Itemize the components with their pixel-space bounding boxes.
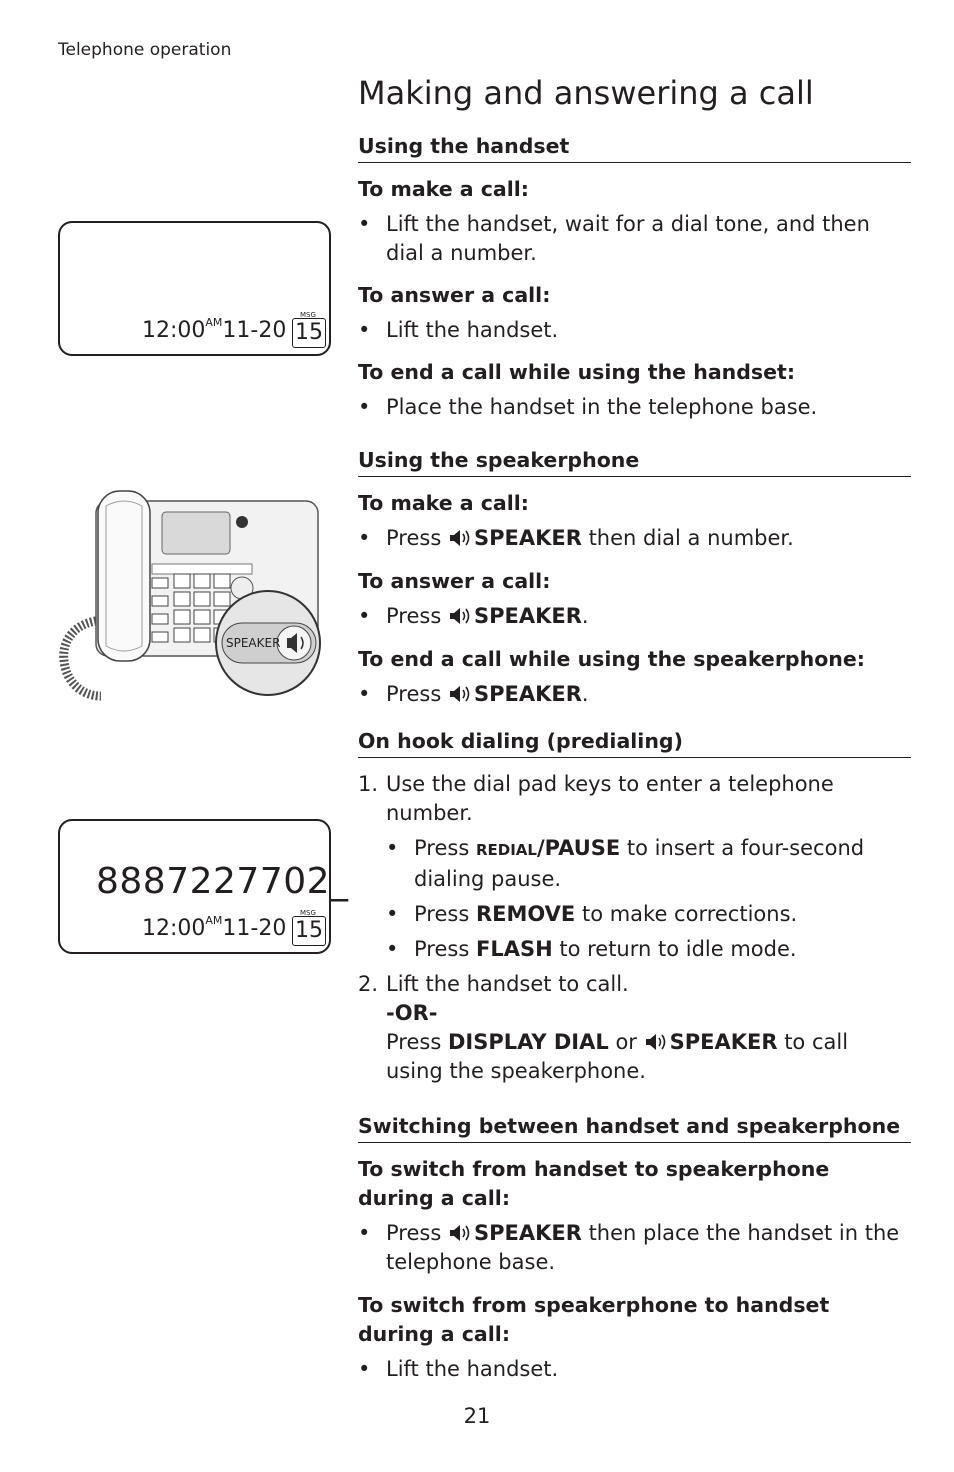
speakerphone-answer-heading: To answer a call:	[358, 569, 551, 593]
page-title: Making and answering a call	[358, 74, 814, 112]
speaker-icon	[448, 606, 472, 626]
predial-digits: 8887227702_	[96, 861, 349, 902]
msg-count: 15	[292, 916, 326, 946]
handset-answer-heading: To answer a call:	[358, 283, 551, 307]
list-item: • Press REDIAL/PAUSE to insert a four-second dialing pause.	[386, 836, 865, 891]
speakerphone-heading: Using the speakerphone	[358, 446, 911, 477]
page-number: 21	[463, 1404, 491, 1428]
list-item: • Lift the handset.	[358, 318, 559, 342]
list-item: • Press SPEAKER then dial a number.	[358, 526, 794, 550]
msg-label: MSG	[300, 311, 316, 319]
speaker-icon	[448, 528, 472, 548]
idle-screen-time: $12:00^{AM}11-20$	[142, 316, 287, 343]
handset-end-heading: To end a call while using the handset:	[358, 360, 796, 384]
list-item: • Press SPEAKER.	[358, 682, 589, 706]
speaker-icon	[448, 1223, 472, 1243]
predial-heading: On hook dialing (predialing)	[358, 727, 911, 758]
speaker-icon	[644, 1032, 668, 1052]
list-item: • Place the handset in the telephone base.	[358, 395, 818, 419]
list-item: • Press FLASH to return to idle mode.	[386, 937, 797, 961]
phone-base-illustration	[56, 486, 322, 706]
switching-heading: Switching between handset and speakerphone	[358, 1112, 911, 1143]
speakerphone-make-heading: To make a call:	[358, 491, 530, 515]
handset-heading: Using the handset	[358, 132, 911, 163]
idle-screen-illustration	[58, 221, 331, 356]
list-item: • Lift the handset.	[358, 1357, 559, 1381]
predial-screen-time: $12:00^{AM}11-20$	[142, 914, 287, 941]
list-item: • Press SPEAKER then place the handset in the telephone base.	[358, 1221, 900, 1274]
switch-to-handset-heading: To switch from speakerphone to handset during a call:	[358, 1293, 830, 1346]
speakerphone-end-heading: To end a call while using the speakerphone:	[358, 647, 865, 671]
speaker-button-label: SPEAKER	[226, 636, 281, 650]
speaker-icon	[448, 684, 472, 704]
list-item: 1. Use the dial pad keys to enter a telephone number.	[358, 772, 834, 825]
switch-to-speaker-heading: To switch from handset to speakerphone during a call:	[358, 1157, 830, 1210]
handset-make-heading: To make a call:	[358, 177, 530, 201]
predial-screen-illustration	[58, 819, 349, 954]
list-item: 2. Lift the handset to call. -OR- Press DISPLAY DIAL or SPEAKER to call using the speakerphone.	[358, 972, 849, 1083]
list-item: • Press REMOVE to make corrections.	[386, 902, 798, 926]
list-item: • Lift the handset, wait for a dial tone, and then dial a number.	[358, 212, 870, 265]
list-item: • Press SPEAKER.	[358, 604, 589, 628]
main-content	[358, 132, 911, 1384]
msg-count: 15	[292, 318, 326, 348]
msg-label: MSG	[300, 909, 316, 917]
section-label: Telephone operation	[58, 40, 232, 60]
